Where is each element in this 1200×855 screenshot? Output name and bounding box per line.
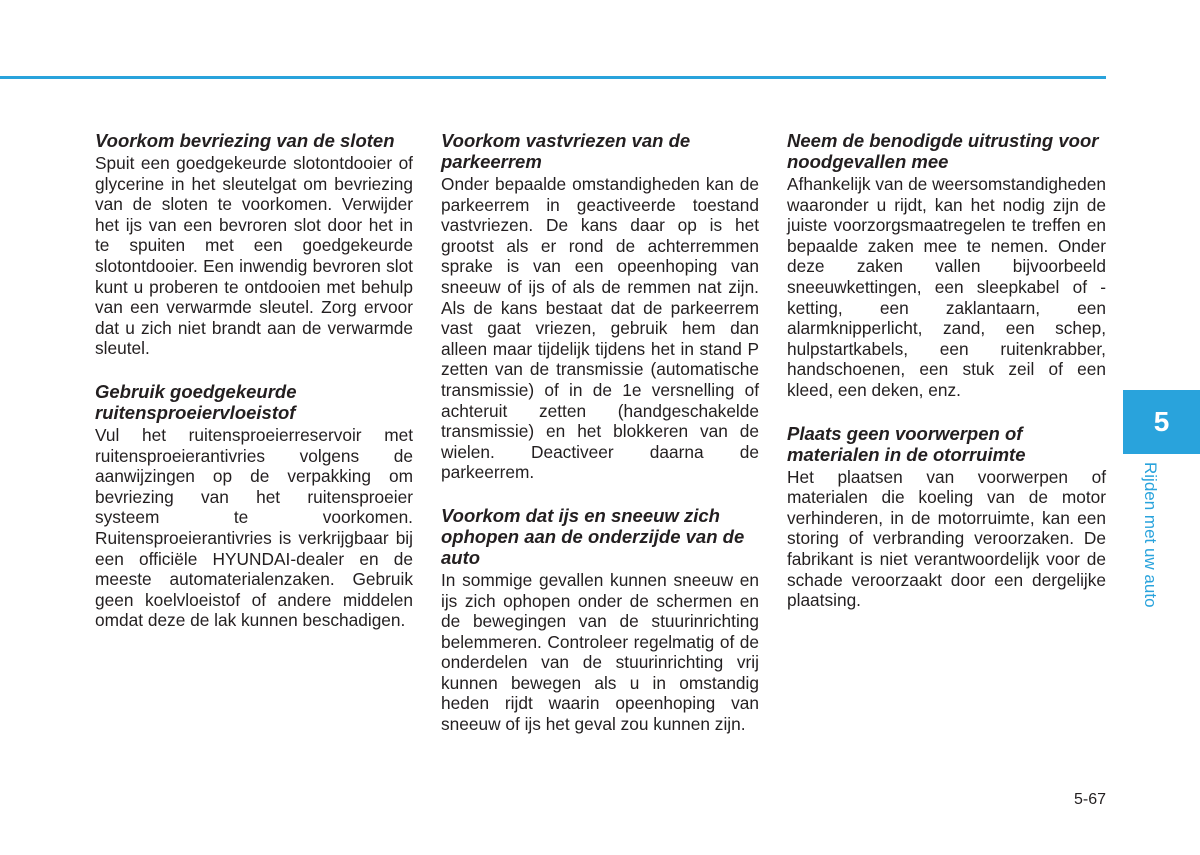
section-frost-locks <box>95 130 413 359</box>
section-heading: Plaats geen voorwerpen of materialen in de otorruimte <box>787 422 1026 465</box>
section-heading: Neem de benodigde uitrusting voor noodgevallen mee <box>787 130 1099 172</box>
chapter-title: Rijden met uw auto <box>1141 462 1160 608</box>
section-washer-fluid <box>95 381 413 631</box>
column-2 <box>441 130 759 757</box>
section-heading: Voorkom vastvriezen van de parkeerrem <box>441 130 691 172</box>
section-heading: Gebruik goedgekeurde ruitensproeiervloeistof <box>95 380 297 423</box>
section-body: Vul het ruitensproeierreservoir met ruitensproeierantivries volgens de aanwijzingen op de verpakking om bevriezing van het ruitensproeier systeem te voorkomen. Ruitensproeierantivries is verkrijgbaar bij een officiële HYUNDAI-dealer en de meeste automaterialenzaken. Gebruik geen koelvloeistof of andere middelen omdat deze de lak kunnen beschadigen. <box>95 424 413 631</box>
column-3 <box>787 130 1106 633</box>
section-emergency-equipment <box>787 130 1106 401</box>
section-heading: Voorkom bevriezing van de sloten <box>95 130 395 151</box>
section-body: In sommige gevallen kunnen sneeuw en ijs zich ophopen onder de schermen en de bewegingen van de stuurinrichting belemmeren. Controleer regelmatig of de onderdelen van de stuurinrichting vrij kunnen bewegen als u in omstandig heden rijdt waarin opeenhoping van sneeuw of ijs het geval zou kunnen zijn. <box>441 569 759 735</box>
column-1 <box>95 130 413 653</box>
section-ice-undercarriage <box>441 505 759 735</box>
section-engine-compartment <box>787 423 1106 611</box>
section-body: Afhankelijk van de weersomstandigheden waaronder u rijdt, kan het nodig zijn de juiste voorzorgsmaatregelen te treffen en bepaalde zaken mee te nemen. Onder deze zaken vallen bijvoorbeeld sneeuwkettingen, een sleepkabel of -ketting, een zaklantaarn, een alarmknipperlicht, zand, een schep, hulpstartkabels, een ruitenkrabber, handschoenen, een stuk zeil of een kleed, een deken, enz. <box>787 174 1106 400</box>
section-body: Onder bepaalde omstandigheden kan de parkeerrem in geactiveerde toestand vastvriezen. De kans daar op is het grootst als er rond de achterremmen sprake is van een opeenhoping van sneeuw of ijs of als de remmen nat zijn. Als de kans bestaat dat de parkeerrem vast gaat vriezen, gebruik hem dan alleen maar tijdelijk tijdens het in stand P zetten van de transmissie (automatische transmissie) of in de 1e versnelling of achteruit zetten (handgeschakelde transmissie) en het blokkeren van de wielen. Deactiveer daarna de parkeerrem. <box>441 174 759 483</box>
section-parking-brake <box>441 130 759 483</box>
section-heading: Voorkom dat ijs en sneeuw zich ophopen aan de onderzijde van de auto <box>441 504 745 568</box>
section-body: Spuit een goedgekeurde slotontdooier of glycerine in het sleutelgat om bevriezing van de sloten te voorkomen. Verwijder het ijs van een bevroren slot door het in te spuiten met een goedgekeurde slotontdooier. Een inwendig bevroren slot kunt u proberen te ontdooien met behulp van een verwarmde sleutel. Zorg ervoor dat u zich niet brandt aan de verwarmde sleutel. <box>95 153 413 359</box>
section-body: Het plaatsen van voorwerpen of materialen die koeling van de motor verhinderen, in de motorruimte, kan een storing of verbranding veroorzaken. De fabrikant is niet verantwoordelijk voor de schade veroorzaakt door een dergelijke plaatsing. <box>787 466 1106 611</box>
header-rule <box>0 76 1106 79</box>
chapter-number-tab: 5 <box>1123 390 1200 454</box>
page-number: 5-67 <box>1073 791 1106 808</box>
